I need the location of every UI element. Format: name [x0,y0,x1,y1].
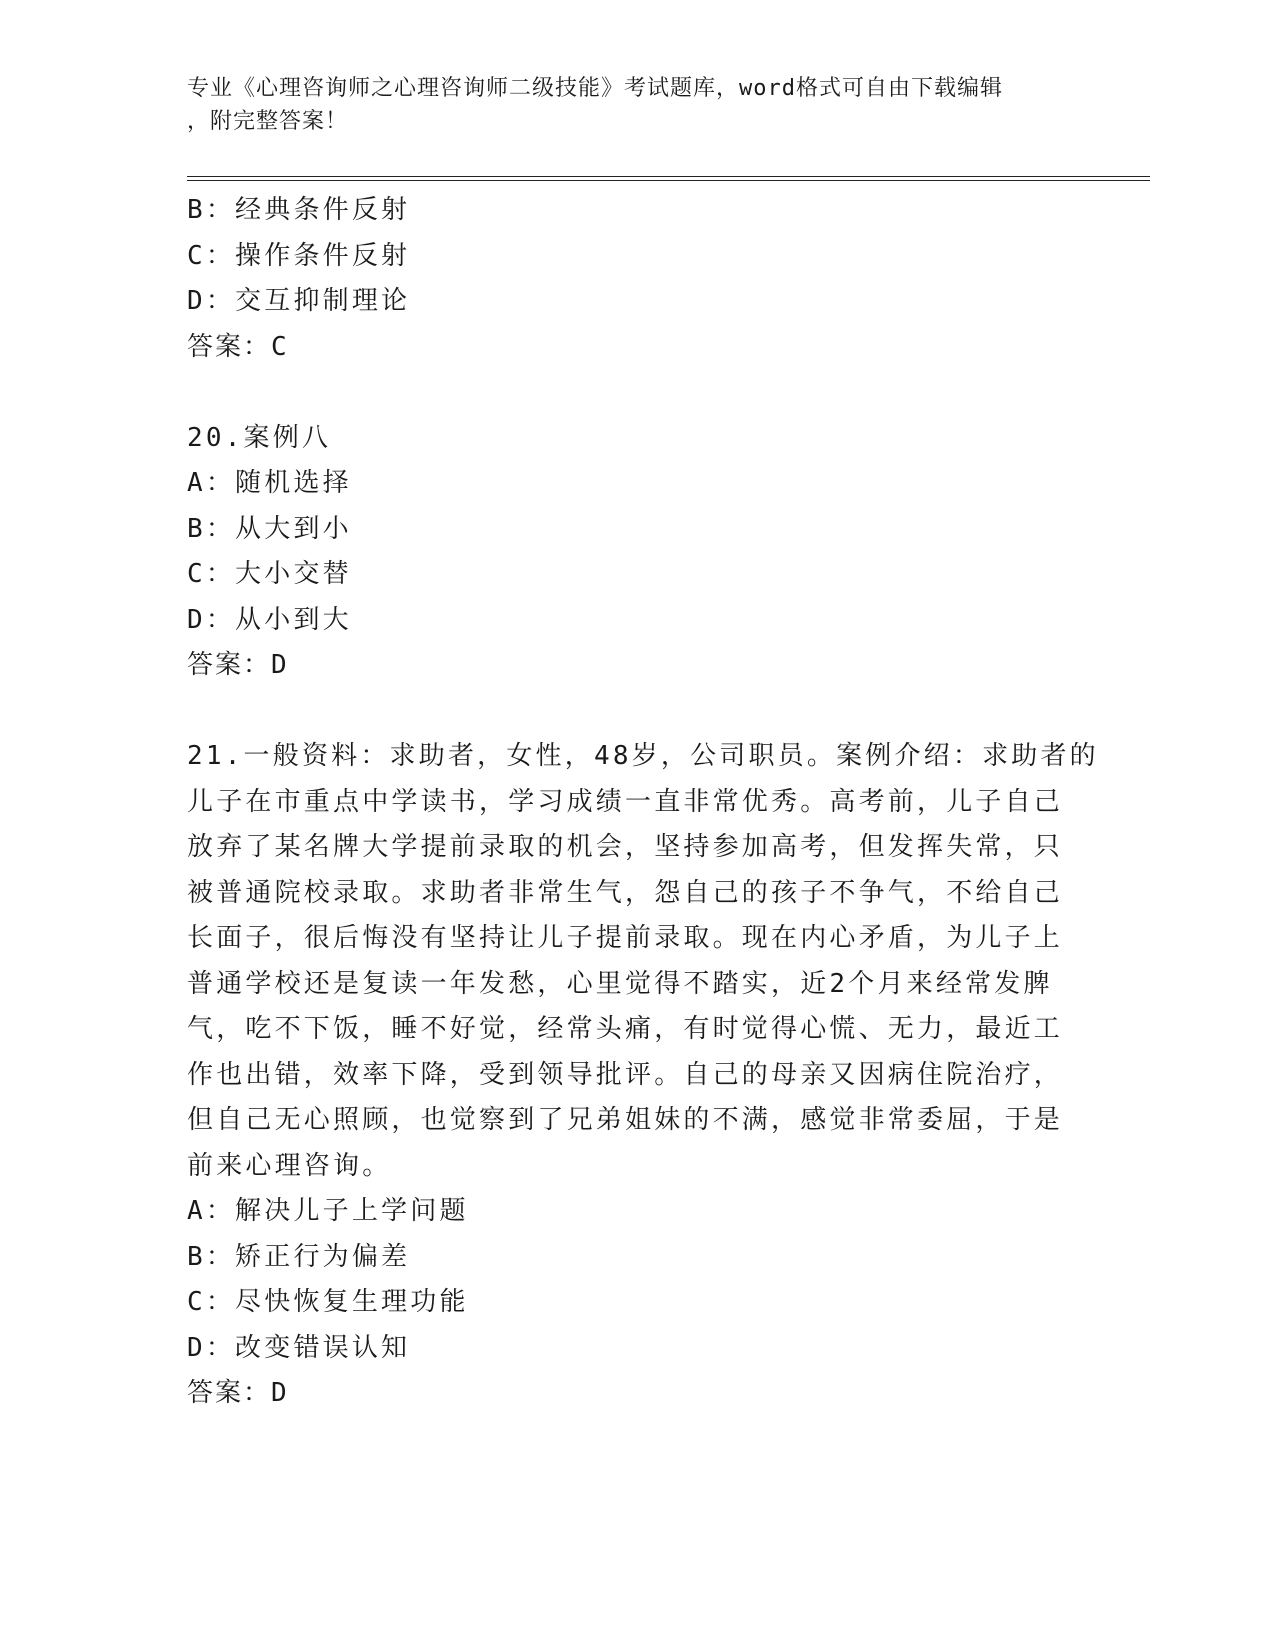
q21-text-line: 但自己无心照顾，也觉察到了兄弟姐妹的不满，感觉非常委屈，于是 [187,1105,1064,1135]
q21-text-line: 21.一般资料：求助者，女性，48岁，公司职员。案例介绍：求助者的 [187,741,1099,771]
q21-text-line: 长面子，很后悔没有坚持让儿子提前录取。现在内心矛盾，为儿子上 [187,923,1064,953]
q21-text-line: 前来心理咨询。 [187,1150,392,1181]
q21-text-line: 被普通院校录取。求助者非常生气，怨自己的孩子不争气，不给自己 [187,877,1064,908]
spacer [187,370,1087,416]
q21-text-line: 作也出错，效率下降，受到领导批评。自己的母亲又因病住院治疗， [187,1059,1064,1090]
spacer [187,689,1087,735]
q20-answer: 答案：D [187,650,289,680]
q21-option-c: C：尽快恢复生理功能 [187,1287,469,1317]
q20-option-c: C：大小交替 [187,559,352,589]
q19-answer: 答案：C [187,331,289,362]
q21-option-b: B：矫正行为偏差 [187,1241,411,1272]
q20-title: 20.案例八 [187,422,332,453]
q21-text-line: 普通学校还是复读一年发愁，心里觉得不踏实，近2个月来经常发脾 [187,968,1053,999]
q20-option-b: B：从大到小 [187,513,352,544]
q19-option-c: C：操作条件反射 [187,240,411,271]
q21-option-d: D：改变错误认知 [187,1332,411,1363]
q20-option-d: D：从小到大 [187,604,352,635]
q20-option-a: A：随机选择 [187,468,352,498]
q21-option-a: A：解决儿子上学问题 [187,1196,469,1226]
q19-option-d: D：交互抑制理论 [187,286,411,316]
q21-text-line: 气，吃不下饭，睡不好觉，经常头痛，有时觉得心慌、无力，最近工 [187,1014,1064,1044]
header-line-1: 专业《心理咨询师之心理咨询师二级技能》考试题库，word格式可自由下载编辑 [187,76,1003,101]
header-line-2: ，附完整答案！ [187,109,349,134]
q21-text-line: 儿子在市重点中学读书，学习成绩一直非常优秀。高考前，儿子自己 [187,786,1064,817]
q21-text-line: 放弃了某名牌大学提前录取的机会，坚持参加高考，但发挥失常，只 [187,832,1064,862]
q21-answer: 答案：D [187,1378,289,1408]
document-header [187,72,1087,138]
q19-option-b: B：经典条件反射 [187,195,411,225]
question-content [187,188,1099,1417]
header-divider [187,176,1150,181]
